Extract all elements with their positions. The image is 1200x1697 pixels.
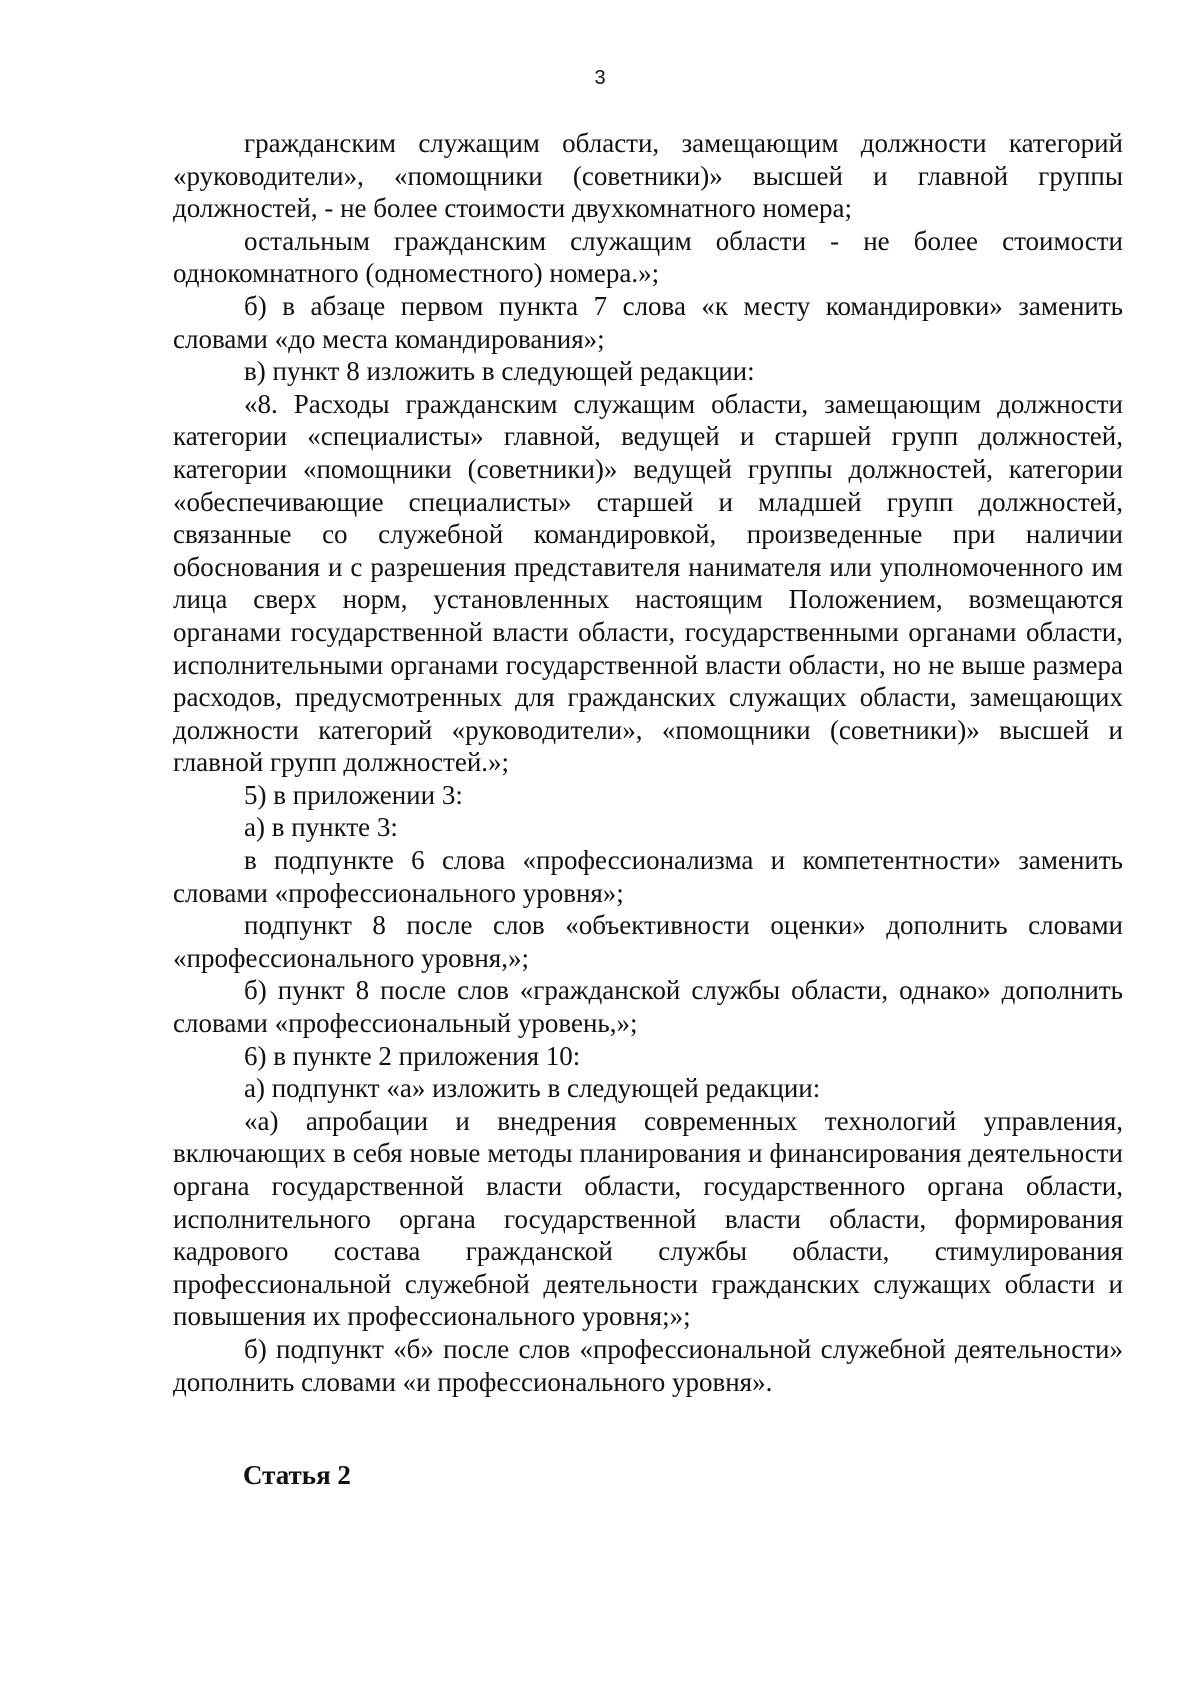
paragraph: гражданским служащим области, замещающим должности категорий «руководители», «помощники (советники)» высшей и главной группы должностей, - не более стоимости двухкомнатного номера; bbox=[173, 128, 1123, 224]
paragraph: 6) в пункте 2 приложения 10: bbox=[244, 1040, 581, 1071]
paragraph: «а) апробации и внедрения современных технологий управления, включающих в себя новые методы планирования и финансирования деятельности органа государственной власти области, государственного органа области, исполнительного органа государственной власти области, формирования кадрового состава гражданской службы области, стимулирования профессиональной служебной деятельности гражданских служащих области и повышения их профессионального уровня;»; bbox=[173, 1105, 1123, 1332]
paragraph: остальным гражданским служащим области - не более стоимости однокомнатного (одноместного) номера.»; bbox=[173, 225, 1123, 289]
paragraph: б) в абзаце первом пункта 7 слова «к месту командировки» заменить словами «до места командирования»; bbox=[173, 290, 1123, 354]
paragraph: в) пункт 8 изложить в следующей редакции: bbox=[244, 356, 755, 387]
paragraph: «8. Расходы гражданским служащим области, замещающим должности категории «специалисты» главной, ведущей и старшей групп должностей, категории «помощники (советники)» ведущей группы должностей, категории «обеспечивающие специалисты» старшей и младшей групп должностей, связанные со служебной командировкой, произведенные при наличии обоснования и с разрешения представителя нанимателя или уполномоченного им лица сверх норм, установленных настоящим Положением, возмещаются органами государственной власти области, государственными органами области, исполнительными органами государственной власти области, но не выше размера расходов, предусмотренных для гражданских служащих области, замещающих должности категорий «руководители», «помощники (советники)» высшей и главной групп должностей.»; bbox=[173, 388, 1123, 778]
paragraph: а) подпункт «а» изложить в следующей редакции: bbox=[244, 1073, 821, 1104]
paragraph: б) пункт 8 после слов «гражданской службы области, однако» дополнить словами «профессиональный уровень,»; bbox=[173, 975, 1123, 1039]
article-heading: Статья 2 bbox=[243, 1460, 351, 1490]
paragraph: 5) в приложении 3: bbox=[244, 779, 463, 810]
document-body bbox=[173, 127, 1123, 1398]
page-number: 3 bbox=[594, 67, 606, 89]
paragraph: б) подпункт «б» после слов «профессиональной служебной деятельности» дополнить словами «и профессионального уровня». bbox=[173, 1333, 1123, 1397]
paragraph: подпункт 8 после слов «объективности оценки» дополнить словами «профессионального уровня,»; bbox=[173, 910, 1123, 973]
paragraph: а) в пункте 3: bbox=[244, 812, 398, 843]
paragraph: в подпункте 6 слова «профессионализма и компетентности» заменить словами «профессионального уровня»; bbox=[173, 845, 1123, 908]
